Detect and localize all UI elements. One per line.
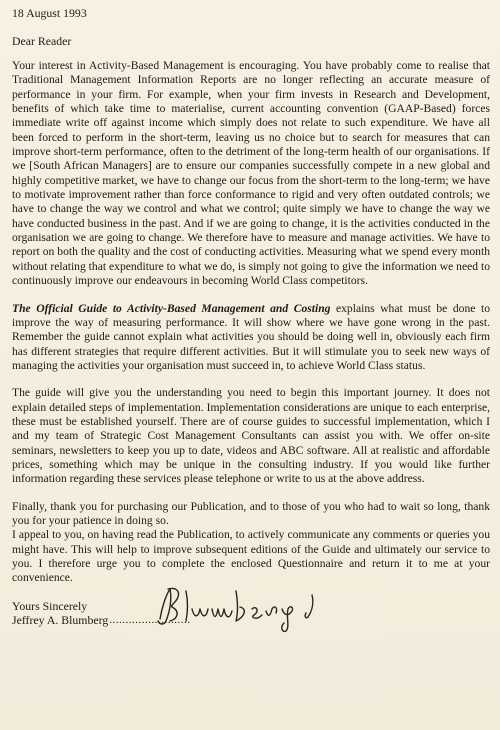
paragraph-1: Your interest in Activity-Based Management is encouraging. You have probably come to realise that Traditional Management Information Reports are no longer reflecting an accurate measure of performance in your firm. For example, when your firm invests in Research and Development, benefits of which take time to materialise, current accounting convention (GAAP-Based) forces immediate write off against income which simply does not relate to such expenditure. We have all been forced to perform in the short-term, leaving us no choice but to search for measures that can improve short-term performance, often to the detriment of the long-term health of our organisations. If we [South African Managers] are to ensure our companies successfully compete in a new global and highly competitive market, we have to change our focus from the short-term to the long-term; we have to motivate improvement rather than force conformance to rigid and very often outdated controls; we have to change the way we control and what we control; quite simply we have to change the way we have conducted business in the past. And if we are going to change, it is the activities conducted in the organisation we are going to change. We therefore have to measure and manage activities. We have to report on both the quality and the cost of conducting activities. Measuring what we spend every month without relating that expenditure to what we do, is simply not going to give the information we need to continuously improve our endeavours in becoming World Class competitors.: [12, 59, 490, 288]
signature-line: [12, 613, 490, 627]
handwritten-signature: [152, 581, 342, 633]
signature-dots: .........................: [109, 613, 191, 626]
paragraph-3: The guide will give you the understanding you need to begin this important journey. It does not explain detailed steps of implementation. Implementation considerations are unique to each enterprise, these must be established yourself. There are of course guides to successful implementation, which I and my team of Strategic Cost Management Consultants can assist you with. We offer on-site seminars, newsletters to keep you up to date, videos and ABC software. All at realistic and affordable prices, something which may be unique in the consulting industry. If you would like further information regarding these services please telephone or write to us at the above address.: [12, 386, 490, 486]
guide-title: The Official Guide to Activity-Based Management and Costing: [12, 301, 331, 315]
closing-block: [12, 599, 490, 627]
paragraph-4: Finally, thank you for purchasing our Publication, and to those of you who had to wait so long, thank you for your patience in doing so.: [12, 499, 490, 527]
salutation: Dear Reader: [12, 34, 72, 48]
closing-text: Yours Sincerely: [12, 598, 88, 613]
paragraph-2: [12, 302, 490, 374]
paragraph-5: I appeal to you, on having read the Publication, to actively communicate any comments or queries you might have. This will help to improve subsequent editions of the Guide and ultimately our service to you. I therefore urge you to complete the enclosed Questionnaire and return it to me at your convenience.: [12, 528, 490, 585]
signer-name: Jeffrey A. Blumberg: [12, 612, 109, 627]
paragraph-2-text: explains what must be done to improve the way of measuring performance. It will show where we have gone wrong in the past. Remember the guide cannot explain what activities you should be doing well in, obviously each firm has different strategies that require different activities. But it will stimulate you to seek new ways of managing the activities your organisation must succeed in, to achieve World Class status.: [12, 301, 490, 372]
letter-date: 18 August 1993: [12, 6, 87, 20]
